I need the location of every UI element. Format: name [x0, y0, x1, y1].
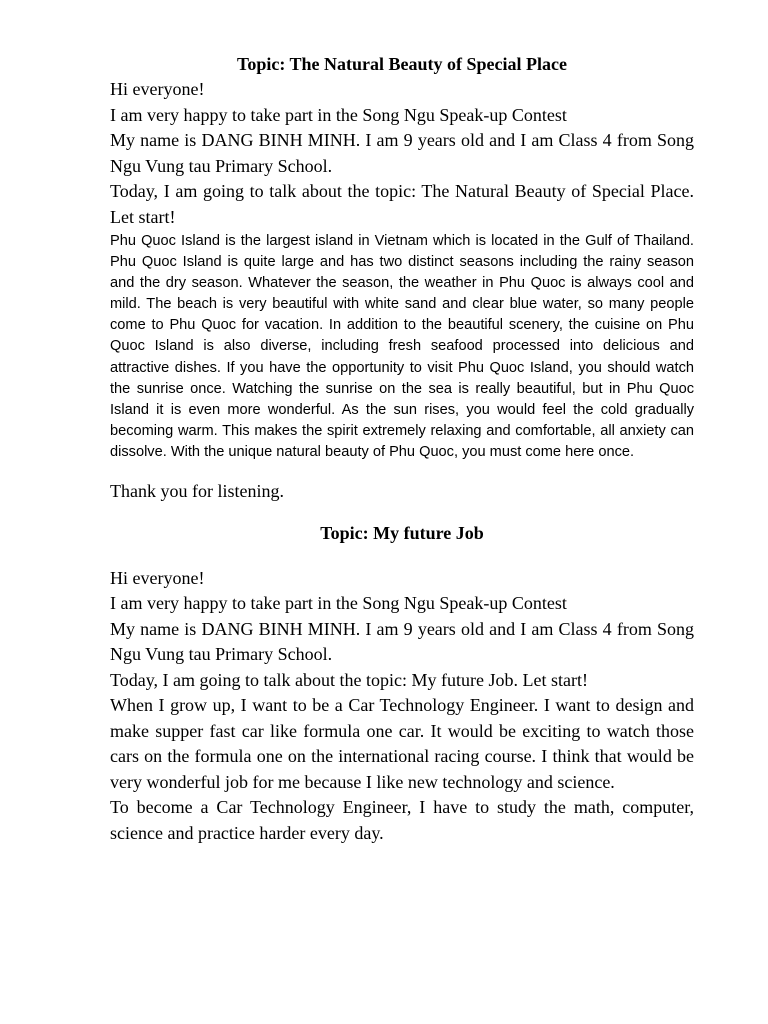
section2-topic-line: Today, I am going to talk about the topic: My future Job. Let start! — [110, 669, 588, 690]
document-page — [110, 52, 694, 846]
section1-topic-line: Today, I am going to talk about the topic: The Natural Beauty of Special Place. Let start! — [110, 181, 694, 227]
section2-title: Topic: My future Job — [320, 522, 484, 543]
section1-body: Phu Quoc Island is the largest island in Vietnam which is located in the Gulf of Thailand. Phu Quoc Island is quite large and has two distinct seasons including the rainy season and the dry season. Whatever the season, the weather in Phu Quoc is always cool and mild. The beach is very beautiful with white sand and clear blue water, so many people come to Phu Quoc for vacation. In addition to the beautiful scenery, the cuisine on Phu Quoc Island is also diverse, including fresh seafood processed into delicious and attractive dishes. If you have the opportunity to visit Phu Quoc Island, you should watch the sunrise once. Watching the sunrise on the sea is really beautiful, but in Phu Quoc Island it is even more wonderful. As the sun rises, you would feel the cold gradually becoming warm. This makes the spirit extremely relaxing and comfortable, all anxiety can dissolve. With the unique natural beauty of Phu Quoc, you must come here once. — [110, 233, 694, 460]
section1-title: Topic: The Natural Beauty of Special Place — [237, 54, 567, 74]
section2-body-paragraph-2: To become a Car Technology Engineer, I have to study the math, computer, science and practice harder every day. — [110, 797, 694, 843]
section1-intro: My name is DANG BINH MINH. I am 9 years old and I am Class 4 from Song Ngu Vung tau Primary School. — [110, 130, 694, 176]
section2-greeting: Hi everyone! — [110, 567, 205, 588]
section2-body-paragraph-1: When I grow up, I want to be a Car Technology Engineer. I want to design and make supper fast car like formula one car. It would be exciting to watch those cars on the formula one on the international racing course. I think that would be very wonderful job for me because I like new technology and science. — [110, 695, 694, 792]
section1-closing: Thank you for listening. — [110, 481, 284, 502]
section1-contest-line: I am very happy to take part in the Song Ngu Speak-up Contest — [110, 104, 567, 125]
section1-greeting: Hi everyone! — [110, 79, 205, 99]
section2-contest-line: I am very happy to take part in the Song Ngu Speak-up Contest — [110, 593, 567, 614]
section2-intro: My name is DANG BINH MINH. I am 9 years old and I am Class 4 from Song Ngu Vung tau Primary School. — [110, 618, 694, 665]
